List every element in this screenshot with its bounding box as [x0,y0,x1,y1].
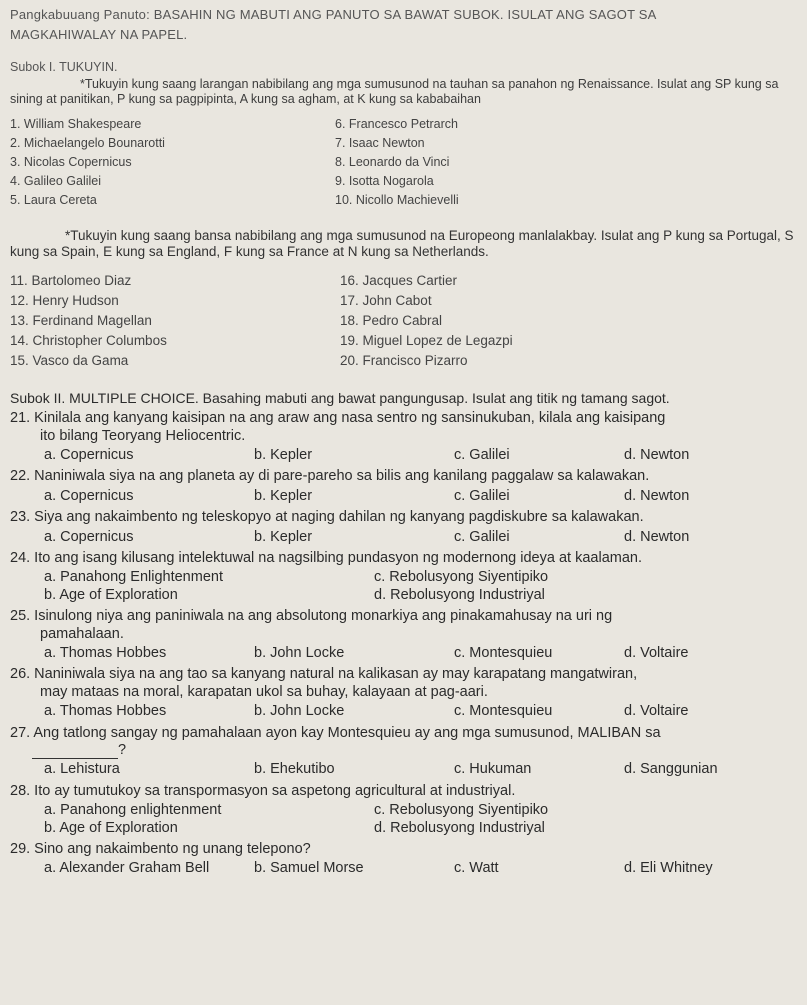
subok-1-directions-2 [10,228,797,260]
question-stem-cont: ito bilang Teoryang Heliocentric. [40,427,246,444]
option-a: a. Thomas Hobbes [44,644,167,661]
general-instructions [10,7,797,42]
list-item: 9. Isotta Nogarola [335,174,434,189]
option-a: a. Thomas Hobbes [44,703,167,720]
list-item: 6. Francesco Petrarch [335,117,458,132]
option-a: a. Copernicus [44,487,134,504]
question-29 [10,841,797,878]
option-c: c. Watt [454,860,499,877]
option-a: a. Copernicus [44,447,134,464]
answer-options [44,645,797,662]
blank-line [32,744,118,759]
option-a: a. Panahong enlightenment [44,802,222,819]
question-stem: 28. Ito ay tumutukoy sa transpormasyon sa aspetong agricultural at industriyal. [10,782,516,799]
answer-options [44,802,797,837]
list-item: 1. William Shakespeare [10,117,142,132]
list-item: 13. Ferdinand Magellan [10,312,152,328]
option-c: c. Galilei [454,487,510,504]
list-item: 8. Leonardo da Vinci [335,155,450,170]
question-stem: 29. Sino ang nakaimbento ng unang telepono? [10,840,311,857]
list-item: 5. Laura Cereta [10,193,97,208]
option-d: d. Rebolusyong Industriyal [374,819,545,836]
question-stem: 24. Ito ang isang kilusang intelektuwal na nagsilbing pundasyon ng modernong ideya at kaalaman. [10,550,642,567]
option-a: a. Copernicus [44,528,134,545]
option-b: b. Ehekutibo [254,761,335,778]
subok-1-title: Subok I. TUKUYIN. [10,60,118,75]
option-a: a. Alexander Graham Bell [44,860,210,877]
option-d: d. Newton [624,487,690,504]
question-22 [10,468,797,505]
subok-2-title: Subok II. MULTIPLE CHOICE. Basahing mabuti ang bawat pangungusap. Isulat ang titik ng tamang sagot. [10,389,670,406]
list-item: 7. Isaac Newton [335,136,425,151]
option-b: b. Kepler [254,487,313,504]
option-d: d. Rebolusyong Industriyal [374,586,545,603]
list-item: 14. Christopher Columbos [10,333,167,349]
list-item: 11. Bartolomeo Diaz [10,272,132,288]
question-stem-cont: pamahalaan. [40,625,124,642]
option-a: a. Lehistura [44,761,120,778]
option-b: b. Age of Exploration [44,819,178,836]
answer-options [44,569,797,604]
answer-options [44,761,797,778]
question-23 [10,509,797,546]
list-item: 10. Nicollo Machievelli [335,193,459,208]
option-d: d. Voltaire [624,703,689,720]
question-stem: 26. Naniniwala siya na ang tao sa kanyang natural na kalikasan ay may karapatang mangatwiran, [10,666,638,683]
answer-options [44,703,797,720]
option-c: c. Montesquieu [454,703,553,720]
option-c: c. Hukuman [454,761,532,778]
instructions-line-2: MAGKAHIWALAY NA PAPEL. [10,26,188,42]
question-stem: 22. Naniniwala siya na ang planeta ay di pare-pareho sa bilis ang kanilang paggalaw sa kalawakan. [10,468,650,485]
question-27 [10,725,797,779]
option-b: b. Age of Exploration [44,586,178,603]
list-item: 18. Pedro Cabral [340,312,443,328]
question-stem: 25. Isinulong niya ang paniniwala na ang absolutong monarkiya ang pinakamahusay na uri ng [10,608,613,625]
option-c: c. Galilei [454,447,510,464]
option-b: b. Samuel Morse [254,860,364,877]
option-a: a. Panahong Enlightenment [44,569,223,586]
subok-1-directions-2-text: *Tukuyin kung saang bansa nabibilang ang mga sumusunod na Europeong manlalakbay. Isulat ang P kung sa Portugal, S kung sa Spain, E kung sa England, F kung sa France at N kung sa Netherlands. [10,228,794,260]
option-d: d. Newton [624,447,690,464]
question-24 [10,550,797,604]
option-c: c. Montesquieu [454,644,553,661]
option-d: d. Voltaire [624,644,689,661]
question-stem-cont: may mataas na moral, karapatan ukol sa buhay, kalayaan at pag-aari. [40,683,488,700]
option-c: c. Rebolusyong Siyentipiko [374,569,549,586]
list-item: 17. John Cabot [340,292,432,308]
list-item: 3. Nicolas Copernicus [10,155,132,170]
option-c: c. Rebolusyong Siyentipiko [374,802,549,819]
option-b: b. John Locke [254,644,345,661]
option-c: c. Galilei [454,528,510,545]
list-item: 16. Jacques Cartier [340,272,458,288]
question-28 [10,783,797,837]
question-25 [10,608,797,662]
instructions-line-1: Pangkabuuang Panuto: BASAHIN NG MABUTI ANG PANUTO SA BAWAT SUBOK. ISULAT ANG SAGOT SA [10,7,657,22]
option-b: b. Kepler [254,447,313,464]
question-stem: 23. Siya ang nakaimbento ng teleskopyo at naging dahilan ng kanyang pagdiskubre sa kalawakan. [10,509,644,526]
answer-options [44,529,797,546]
question-mark: ? [118,741,127,758]
question-stem: 27. Ang tatlong sangay ng pamahalaan ayon kay Montesquieu ay ang mga sumusunod, MALIBAN sa [10,724,661,741]
subok-1-directions-1-text: *Tukuyin kung saang larangan nabibilang ang mga sumusunod na tauhan sa panahon ng Renaissance. Isulat ang SP kung sa sining at panitikan, P kung sa pagpipinta, A kung sa agham, at K kung sa kababaihan [10,77,779,107]
option-b: b. Kepler [254,528,313,545]
list-item: 20. Francisco Pizarro [340,353,468,369]
question-stem: 21. Kinilala ang kanyang kaisipan na ang araw ang nasa sentro ng sansinukuban, kilala ang kaisipang [10,410,666,427]
subok-1-directions-1 [10,77,797,107]
option-d: d. Eli Whitney [624,860,713,877]
answer-blank-line [10,742,797,759]
option-b: b. John Locke [254,703,345,720]
list-item: 4. Galileo Galilei [10,174,102,189]
answer-options [44,488,797,505]
renaissance-people-list [10,117,797,208]
list-item: 19. Miguel Lopez de Legazpi [340,333,513,349]
option-d: d. Newton [624,528,690,545]
list-item: 2. Michaelangelo Bounarotti [10,136,165,151]
answer-options [44,447,797,464]
answer-options [44,860,797,877]
question-21 [10,410,797,464]
list-item: 15. Vasco da Gama [10,353,129,369]
option-d: d. Sanggunian [624,761,718,778]
list-item: 12. Henry Hudson [10,292,119,308]
explorers-list [10,273,797,370]
question-26 [10,666,797,720]
